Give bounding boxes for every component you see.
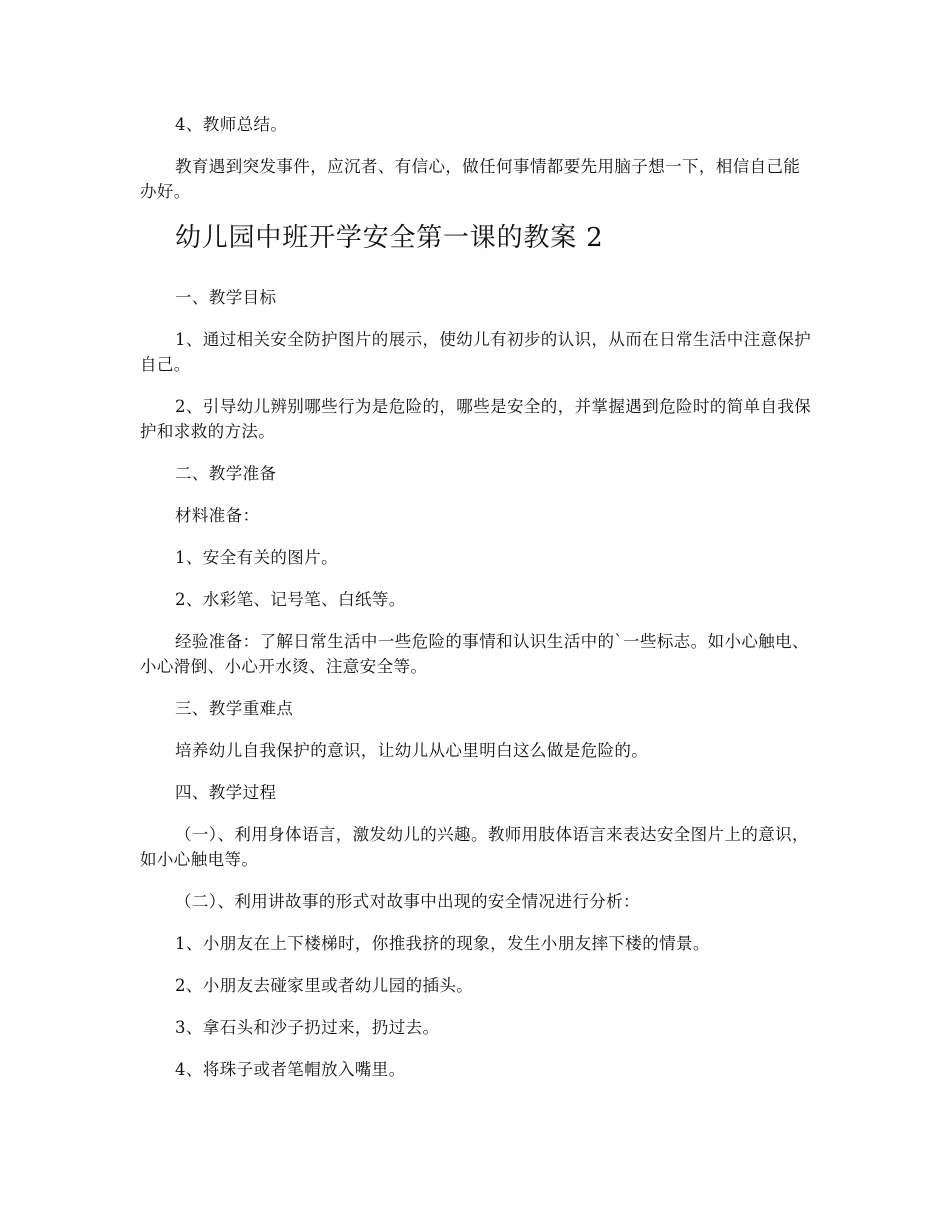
list-item: 4、将珠子或者笔帽放入嘴里。: [175, 1060, 406, 1079]
paragraph: 材料准备：: [175, 506, 260, 525]
section-title: 一、教学目标: [175, 288, 277, 307]
section-title: 三、教学重难点: [175, 699, 294, 718]
list-item: 1、安全有关的图片。: [175, 548, 338, 567]
paragraph: （一）、利用身体语言，激发幼儿的兴趣。教师用肢体语言来表达安全图片上的意识，如小心触电等。: [140, 825, 809, 869]
section-title: 二、教学准备: [175, 464, 277, 483]
paragraph: 2、引导幼儿辨别哪些行为是危险的，哪些是安全的，并掌握遇到危险时的简单自我保护和求救的方法。: [140, 397, 812, 441]
list-item: 2、小朋友去碰家里或者幼儿园的插头。: [175, 976, 474, 995]
section-title: 四、教学过程: [175, 783, 277, 802]
paragraph: 教育遇到突发事件，应沉者、有信心，做任何事情都要先用脑子想一下，相信自己能办好。: [140, 157, 801, 201]
list-item: 1、小朋友在上下楼梯时，你推我挤的现象，发生小朋友摔下楼的情景。: [175, 934, 710, 953]
section-heading: 幼儿园中班开学安全第一课的教案 2: [175, 223, 604, 253]
paragraph: 培养幼儿自我保护的意识，让幼儿从心里明白这么做是危险的。: [175, 741, 649, 760]
paragraph: 经验准备：了解日常生活中一些危险的事情和认识生活中的`一些标志。如小心触电、小心滑倒、小心开水烫、注意安全等。: [140, 632, 809, 676]
paragraph: 4、教师总结。: [175, 115, 288, 134]
list-item: 2、水彩笔、记号笔、白纸等。: [175, 590, 406, 609]
paragraph: （二）、利用讲故事的形式对故事中出现的安全情况进行分析：: [175, 892, 640, 911]
document-body: [140, 112, 812, 1099]
list-item: 3、拿石头和沙子扔过来，扔过去。: [175, 1018, 440, 1037]
paragraph: 1、通过相关安全防护图片的展示，使幼儿有初步的认识，从而在日常生活中注意保护自己。: [140, 330, 812, 374]
